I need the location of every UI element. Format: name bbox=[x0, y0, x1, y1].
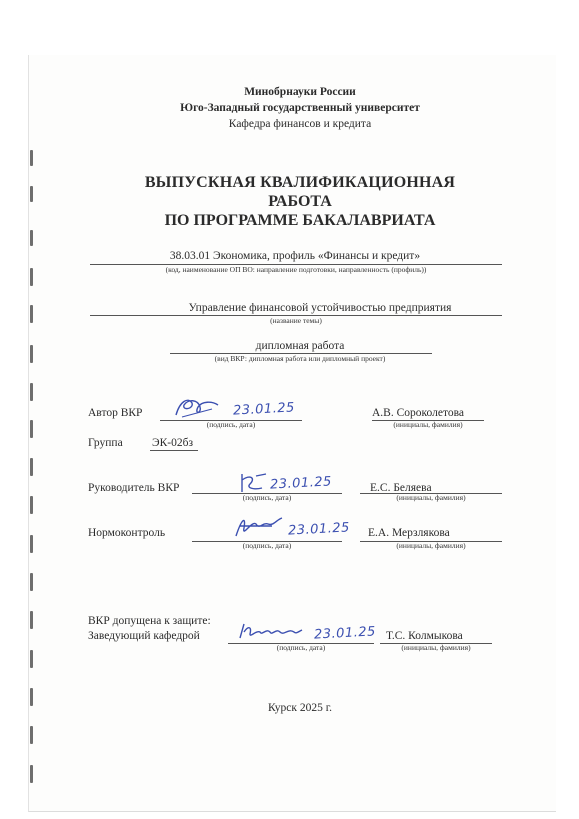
title-line-3: ПО ПРОГРАММЕ БАКАЛАВРИАТА bbox=[164, 212, 436, 229]
author-label: Автор ВКР bbox=[88, 407, 143, 419]
supervisor-name-caption: (инициалы, фамилия) bbox=[396, 493, 466, 502]
admission-sign-date: 23.01.25 bbox=[313, 624, 377, 643]
group-value: ЭК-02бз bbox=[152, 437, 193, 449]
topic-caption: (название темы) bbox=[270, 316, 322, 325]
topic-value: Управление финансовой устойчивостью предприятия bbox=[188, 302, 452, 314]
head-of-department-name-caption: (инициалы, фамилия) bbox=[401, 643, 471, 652]
normcontrol-sign-date: 23.01.25 bbox=[287, 520, 351, 539]
author-sign-date: 23.01.25 bbox=[232, 400, 296, 419]
department-name: Кафедра финансов и кредита bbox=[228, 118, 372, 130]
supervisor-signature bbox=[236, 470, 270, 496]
head-of-department-name: Т.С. Колмыкова bbox=[386, 630, 463, 642]
supervisor-name: Е.С. Беляева bbox=[370, 482, 432, 494]
admission-sign-caption: (подпись, дата) bbox=[276, 643, 326, 652]
title-line-1: ВЫПУСКНАЯ КВАЛИФИКАЦИОННАЯ bbox=[144, 174, 456, 191]
normcontrol-name: Е.А. Мерзлякова bbox=[368, 527, 450, 539]
author-name-caption: (инициалы, фамилия) bbox=[393, 420, 463, 429]
program-value: 38.03.01 Экономика, профиль «Финансы и кредит» bbox=[169, 250, 421, 262]
program-caption: (код, наименование ОП ВО: направление подготовки, направленность (профиль)) bbox=[165, 265, 427, 274]
supervisor-sign-caption: (подпись, дата) bbox=[242, 493, 292, 502]
ministry-name: Минобрнауки России bbox=[244, 86, 356, 98]
normcontrol-label: Нормоконтроль bbox=[88, 527, 166, 539]
author-sign-caption: (подпись, дата) bbox=[206, 420, 256, 429]
supervisor-sign-date: 23.01.25 bbox=[269, 474, 333, 493]
group-underline bbox=[150, 450, 198, 451]
normcontrol-signature bbox=[232, 514, 286, 542]
admission-signature bbox=[236, 620, 304, 644]
supervisor-label: Руководитель ВКР bbox=[88, 482, 180, 494]
head-of-department-label: Заведующий кафедрой bbox=[88, 630, 200, 642]
author-name: А.В. Сороколетова bbox=[372, 407, 464, 419]
city-year: Курск 2025 г. bbox=[267, 702, 333, 714]
document-page bbox=[28, 55, 556, 812]
admission-label: ВКР допущена к защите: bbox=[88, 615, 211, 627]
work-type-caption: (вид ВКР: дипломная работа или дипломный проект) bbox=[214, 354, 386, 363]
title-line-2: РАБОТА bbox=[268, 193, 332, 210]
group-label: Группа bbox=[88, 437, 123, 449]
author-signature bbox=[172, 395, 222, 421]
university-name: Юго-Западный государственный университет bbox=[180, 102, 420, 114]
normcontrol-sign-caption: (подпись, дата) bbox=[242, 541, 292, 550]
work-type-value: дипломная работа bbox=[255, 340, 345, 352]
normcontrol-name-caption: (инициалы, фамилия) bbox=[396, 541, 466, 550]
